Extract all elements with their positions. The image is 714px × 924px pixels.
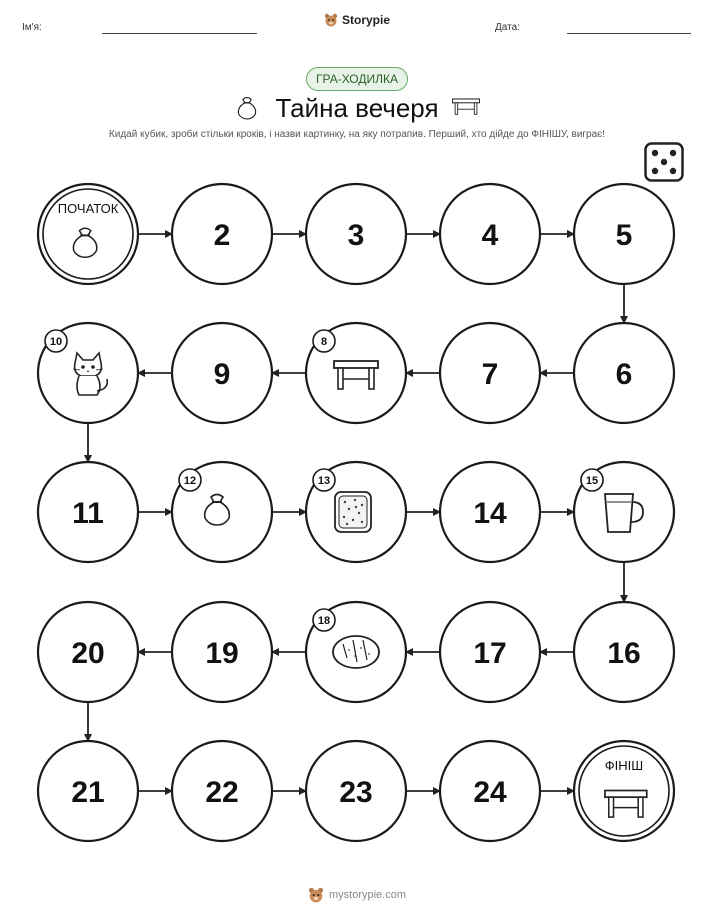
cell-number: 2 bbox=[213, 219, 231, 252]
cell-number: 12 bbox=[183, 475, 197, 487]
board-cell-8 bbox=[306, 323, 406, 423]
board-cell-9 bbox=[172, 323, 272, 423]
cell-number: 3 bbox=[347, 219, 365, 252]
board-cell-1 bbox=[38, 184, 138, 284]
cell-number: 17 bbox=[473, 637, 507, 670]
cell-number: 21 bbox=[71, 776, 105, 809]
bread-loaf-icon bbox=[333, 636, 379, 668]
finish-label: ФІНІШ bbox=[604, 758, 644, 773]
footer bbox=[0, 887, 714, 903]
board-cell-6 bbox=[574, 323, 674, 423]
board-cell-17 bbox=[440, 602, 540, 702]
bear-icon bbox=[308, 887, 324, 903]
cell-number: 24 bbox=[473, 776, 507, 809]
board-cell-3 bbox=[306, 184, 406, 284]
board-cell-10 bbox=[38, 323, 138, 423]
cell-number: 7 bbox=[481, 358, 499, 391]
cell-number: 16 bbox=[607, 637, 641, 670]
board-cell-24 bbox=[440, 741, 540, 841]
board-cell-21 bbox=[38, 741, 138, 841]
start-label: ПОЧАТОК bbox=[57, 201, 119, 216]
brand-name: Storypie bbox=[342, 13, 391, 27]
instructions-text: Кидай кубик, зроби стільки кроків, і назви картинку, на яку потрапив. Перший, хто дійде до ФІНІШУ, виграє! bbox=[108, 129, 606, 140]
name-label: Ім'я: bbox=[22, 22, 42, 33]
bread-slice-icon bbox=[335, 492, 371, 532]
board-cell-16 bbox=[574, 602, 674, 702]
cell-number: 20 bbox=[71, 637, 105, 670]
cell-number: 14 bbox=[473, 497, 507, 530]
board-cell-4 bbox=[440, 184, 540, 284]
game-type-badge: ГРА-ХОДИЛКА bbox=[306, 67, 408, 91]
board-cell-12 bbox=[172, 462, 272, 562]
board-cell-15 bbox=[574, 462, 674, 562]
cell-number: 4 bbox=[481, 219, 499, 252]
board-cell-20 bbox=[38, 602, 138, 702]
cell-number: 19 bbox=[205, 637, 239, 670]
cell-number: 6 bbox=[615, 358, 633, 391]
board-cell-23 bbox=[306, 741, 406, 841]
page-title: Тайна вечеря bbox=[275, 93, 439, 123]
board-cell-5 bbox=[574, 184, 674, 284]
cell-number: 10 bbox=[49, 336, 63, 348]
cell-number: 23 bbox=[339, 776, 373, 809]
board-cell-18 bbox=[306, 602, 406, 702]
cell-number: 15 bbox=[585, 475, 599, 487]
cell-number: 9 bbox=[213, 358, 231, 391]
board-cell-22 bbox=[172, 741, 272, 841]
board-cell-25 bbox=[574, 741, 674, 841]
footer-site[interactable]: mystorypie.com bbox=[328, 889, 407, 901]
cell-number: 5 bbox=[615, 219, 633, 252]
board-cell-19 bbox=[172, 602, 272, 702]
cell-number: 18 bbox=[317, 615, 331, 627]
board-cell-2 bbox=[172, 184, 272, 284]
date-label: Дата: bbox=[495, 22, 520, 33]
cell-number: 22 bbox=[205, 776, 239, 809]
board-cell-13 bbox=[306, 462, 406, 562]
cell-number: 13 bbox=[317, 475, 331, 487]
board-cell-11 bbox=[38, 462, 138, 562]
cell-number: 11 bbox=[72, 497, 104, 530]
board-cell-14 bbox=[440, 462, 540, 562]
cell-number: 8 bbox=[320, 336, 328, 348]
board-cell-7 bbox=[440, 323, 540, 423]
